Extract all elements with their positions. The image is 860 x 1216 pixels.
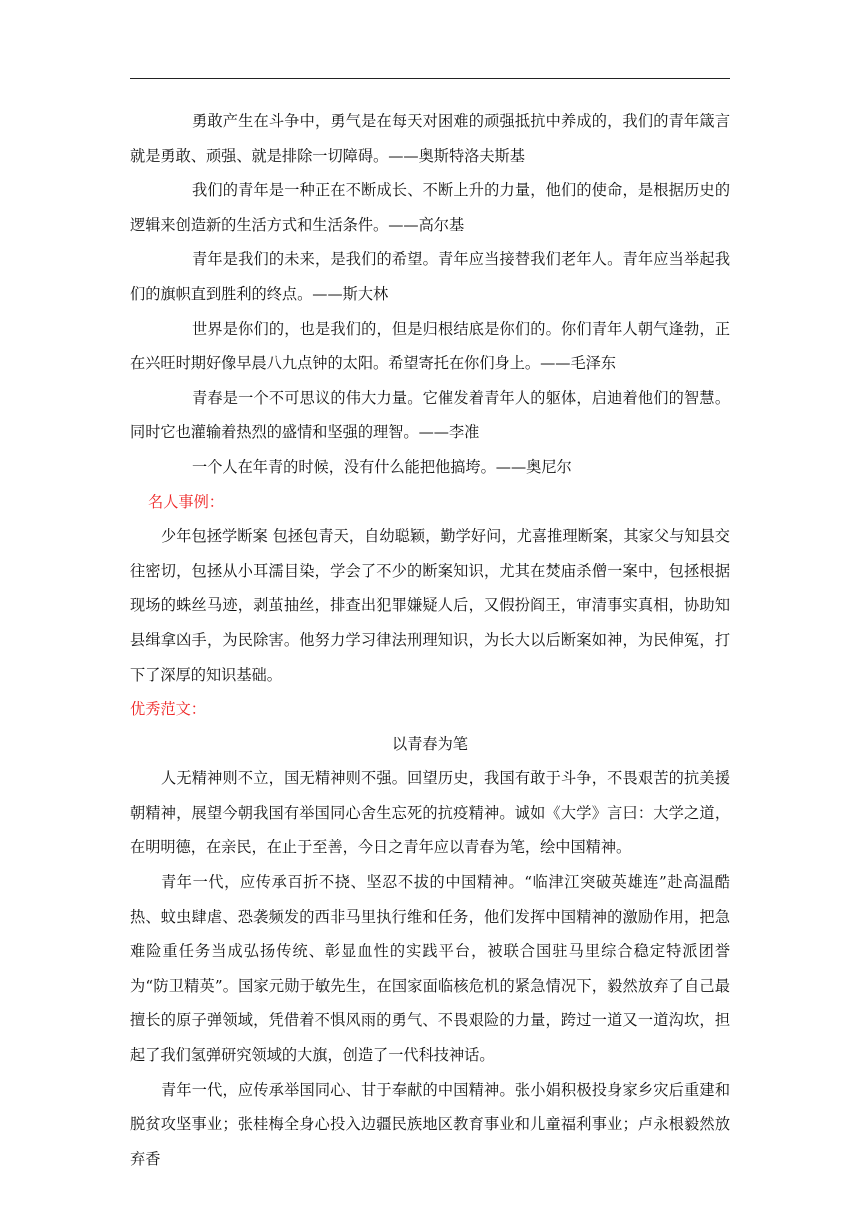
quote-paragraph: 一个人在年青的时候，没有什么能把他搞垮。——奥尼尔 xyxy=(192,457,572,476)
essay-paragraph: 青年一代，应传承举国同心、甘于奉献的中国精神。张小娟积极投身家乡灾后重建和脱贫攻坚事业；张桂梅全身心投入边疆民族地区教育事业和儿童福利事业；卢永根毅然放弃香 xyxy=(130,1080,730,1168)
example-paragraph: 少年包拯学断案 包拯包青天，自幼聪颖，勤学好问，尤喜推理断案，其家父与知县交往密切，包拯从小耳濡目染，学会了不少的断案知识，尤其在焚庙杀僧一案中，包拯根据现场的蛛丝马迹，剥茧抽丝，排查出犯罪嫌疑人后，又假扮阎王，审清事实真相，协助知县缉拿凶手，为民除害。他努力学习律法刑理知识，为长大以后断案如神，为民伸冤，打下了深厚的知识基础。 xyxy=(130,527,730,684)
quote-paragraph: 青年是我们的未来，是我们的希望。青年应当接替我们老年人。青年应当举起我们的旗帜直到胜利的终点。——斯大林 xyxy=(130,250,730,303)
quote-paragraph: 青春是一个不可思议的伟大力量。它催发着青年人的躯体，启迪着他们的智慧。同时它也灌输着热烈的盛情和坚强的理智。——李准 xyxy=(130,388,730,442)
essay-paragraph: 青年一代，应传承百折不挠、坚忍不拔的中国精神。“临津江突破英雄连”赴高温酷热、蚊虫肆虐、恐袭频发的西非马里执行维和任务，他们发挥中国精神的激励作用，把急难险重任务当成弘扬传统、彰显血性的实践平台，被联合国驻马里综合稳定特派团誉为“防卫精英”。国家元勋于敏先生，在国家面临核危机的紧急情况下，毅然放弃了自己最擅长的原子弹领域，凭借着不惧风雨的勇气、不畏艰险的力量，跨过一道又一道沟坎，担起了我们氢弹研究领域的大旗，创造了一代科技神话。 xyxy=(130,873,730,1065)
quote-paragraph: 世界是你们的，也是我们的，但是归根结底是你们的。你们青年人朝气逢勃，正在兴旺时期好像早晨八九点钟的太阳。希望寄托在你们身上。——毛泽东 xyxy=(130,319,730,373)
header-rule xyxy=(130,78,730,79)
example-label: 名人事例： xyxy=(148,492,224,511)
essay-label: 优秀范文： xyxy=(130,700,206,719)
quote-paragraph: 勇敢产生在斗争中，勇气是在每天对困难的顽强抵抗中养成的，我们的青年箴言就是勇敢、顽强、就是排除一切障碍。——奥斯特洛夫斯基 xyxy=(130,112,730,165)
essay-title: 以青春为笔 xyxy=(392,734,468,753)
essay-paragraph: 人无精神则不立，国无精神则不强。回望历史，我国有敢于斗争，不畏艰苦的抗美援朝精神，展望今朝我国有举国同心舍生忘死的抗疫精神。诚如《大学》言曰：大学之道，在明明德，在亲民，在止于至善，今日之青年应以青春为笔，绘中国精神。 xyxy=(130,769,730,857)
document-body xyxy=(130,104,730,1176)
quote-paragraph: 我们的青年是一种正在不断成长、不断上升的力量，他们的使命，是根据历史的逻辑来创造新的生活方式和生活条件。——高尔基 xyxy=(130,181,730,234)
